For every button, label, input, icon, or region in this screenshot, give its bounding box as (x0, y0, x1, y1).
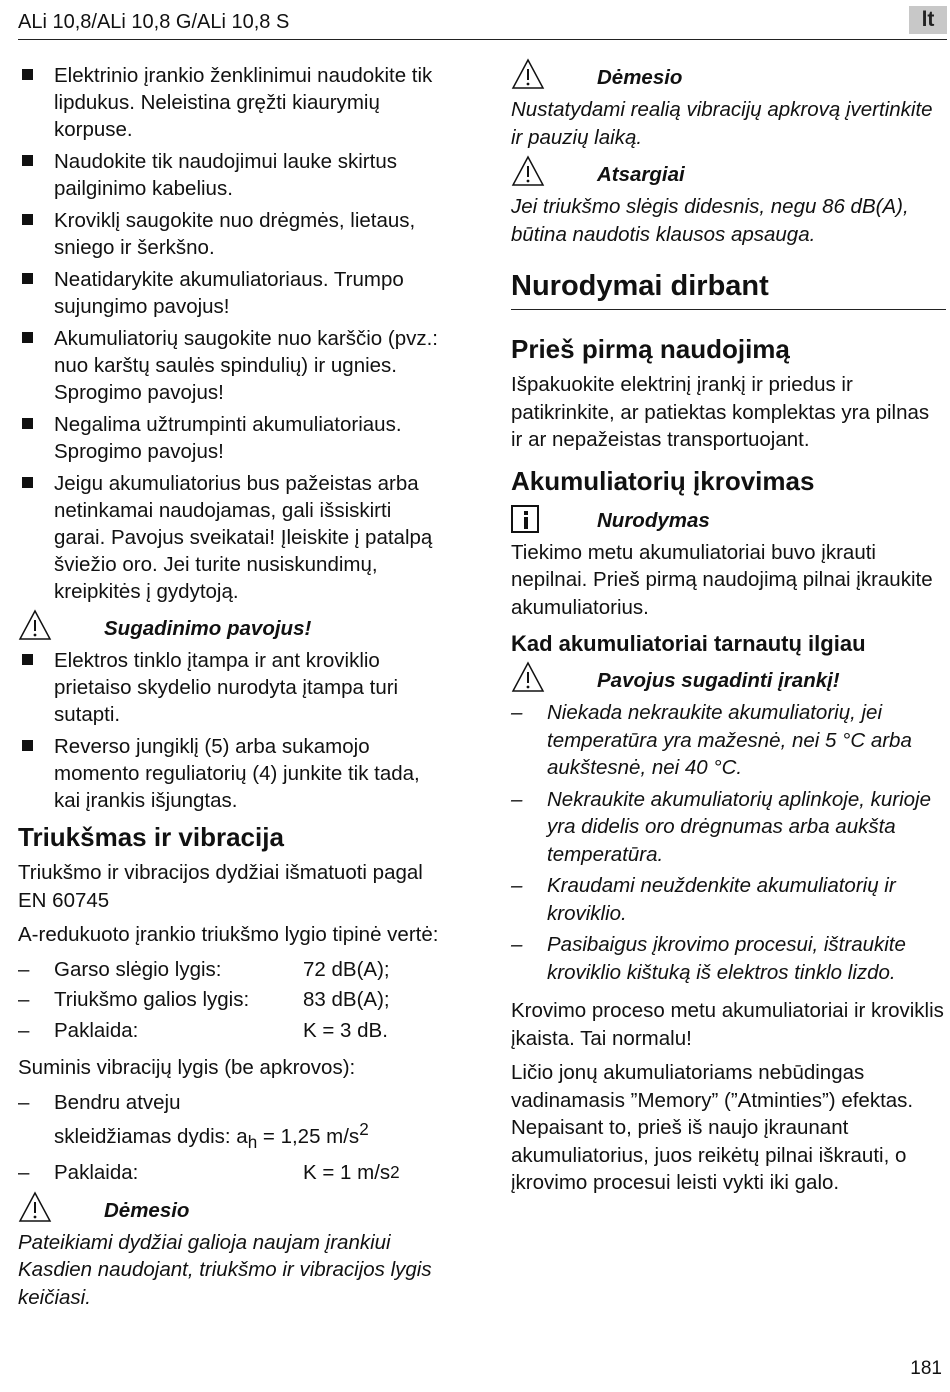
list-item (18, 411, 448, 465)
warning-title: Dėmesio (597, 66, 683, 89)
dash: – (511, 787, 523, 811)
list-item-text: Nekraukite akumuliatorių aplinkoje, kurioje yra didelis oro drėgnumas arba aukšta temperatūra. (547, 787, 931, 866)
list-item (18, 62, 448, 143)
dash: – (511, 701, 523, 724)
italic-note: Nustatydami realią vibracijų apkrovą įvertinkite ir pauzių laiką. (511, 98, 933, 149)
superscript: 2 (390, 1163, 400, 1183)
dash: – (511, 874, 523, 897)
list-item-text: Akumuliatorių saugokite nuo karščio (pvz.: nuo karštų saulės spindulių) ir ugnies. Sprogimo pavojus! (54, 327, 438, 404)
bullet-square-icon (22, 155, 33, 166)
warning-notice (511, 157, 946, 191)
info-title: Nurodymas (597, 508, 710, 532)
list-item-text: Elektros tinklo įtampa ir ant kroviklio prietaiso skydelio nurodyta įtampa turi sutapti. (54, 649, 399, 726)
list-item (18, 207, 448, 261)
superscript: 2 (359, 1120, 369, 1139)
dash: – (18, 1161, 30, 1185)
list-item (18, 325, 448, 406)
warning-title: Sugadinimo pavojus! (104, 617, 312, 640)
list-item-text: Niekada nekraukite akumuliatorių, jei temperatūra yra mažesnė, nei 5 °C arba aukštesnė, nei 40 °C. (547, 701, 912, 779)
spec-label: skleidžiamas dydis: a (54, 1124, 248, 1148)
list-item-text: Elektrinio įrankio ženklinimui naudokite tik lipdukus. Neleistina gręžti kiaurymių korpuse. (54, 64, 433, 141)
bullet-square-icon (22, 418, 33, 429)
warning-triangle-icon (511, 58, 545, 90)
header-rule (18, 39, 947, 40)
right-column (511, 60, 946, 1197)
spec-label: Bendru atveju (54, 1090, 181, 1114)
list-item (18, 148, 448, 202)
paragraph: Suminis vibracijų lygis (be apkrovos): (18, 1056, 356, 1079)
warning-notice (18, 1193, 448, 1227)
bullet-square-icon (22, 654, 33, 665)
list-item-text: Negalima užtrumpinti akumuliatoriaus. Sprogimo pavojus! (54, 413, 402, 463)
bullet-square-icon (22, 332, 33, 343)
section-heading: Prieš pirmą naudojimą (511, 334, 790, 364)
list-item (511, 786, 946, 869)
list-item-text: Naudokite tik naudojimui lauke skirtus pailginimo kabelius. (54, 150, 397, 200)
section-heading: Akumuliatorių įkrovimas (511, 465, 815, 496)
spec-value: 83 dB(A); (303, 988, 390, 1011)
spec-value: K = 1 m/s (303, 1161, 391, 1185)
spec-value: 72 dB(A); (303, 957, 390, 981)
paragraph: Ličio jonų akumuliatoriams nebūdingas vadinamasis ”Memory” (”Atminties”) efektas. Nepaisant to, prieš iš naujo įkraunant akumuliatorius, juos reikėtų pilnai iškrauti, o įkrovimo procesui leisti vykti iki galo. (511, 1061, 914, 1194)
list-item (18, 647, 448, 728)
list-item-text: Neatidarykite akumuliatoriaus. Trumpo sujungimo pavojus! (54, 268, 404, 318)
left-column (18, 62, 448, 1311)
spec-row (18, 1017, 448, 1045)
paragraph: Triukšmo ir vibracijos dydžiai išmatuoti pagal EN 60745 (18, 861, 423, 912)
paragraph: Tiekimo metu akumuliatoriai buvo įkrauti nepilnai. Prieš pirmą naudojimą pilnai įkraukite akumuliatorius. (511, 540, 933, 619)
list-item (18, 733, 448, 814)
list-item (18, 470, 448, 605)
bullet-square-icon (22, 740, 33, 751)
italic-note: Jei triukšmo slėgis didesnis, negu 86 dB(A), būtina naudotis klausos apsauga. (511, 195, 909, 246)
bullet-square-icon (22, 273, 33, 284)
document-title: ALi 10,8/ALi 10,8 G/ALi 10,8 S (18, 11, 290, 33)
warning-title: Pavojus sugadinti įrankį! (597, 669, 840, 692)
chapter-heading: Nurodymai dirbant (511, 270, 946, 310)
dash: – (18, 988, 30, 1011)
list-item-text: Kraudami neuždenkite akumuliatorių ir kroviklio. (547, 874, 896, 925)
list-item-text: Jeigu akumuliatorius bus pažeistas arba netinkamai naudojamas, gali išsiskirti garai. Pavojus sveikatai! Įleiskite į patalpą šviežio oro. Jei turite nusiskundimų, kreipkitės į gydytoją. (54, 472, 433, 603)
warning-triangle-icon (18, 609, 52, 641)
spec-row (18, 1159, 448, 1187)
bullet-square-icon (22, 69, 33, 80)
subscript: h (247, 1132, 258, 1152)
info-notice (511, 503, 946, 537)
dash: – (18, 1018, 30, 1042)
warning-notice (511, 663, 946, 697)
dash: – (18, 957, 30, 981)
list-item (511, 931, 946, 986)
warning-triangle-icon (18, 1191, 52, 1223)
paragraph: Išpakuokite elektrinį įrankį ir priedus ir patikrinkite, ar patiektas komplektas yra pilnas ir ar nepažeistas transportuojant. (511, 373, 930, 451)
warning-triangle-icon (511, 661, 545, 693)
spec-row (18, 986, 448, 1014)
warning-notice (511, 60, 946, 94)
list-item-text: Kroviklį saugokite nuo drėgmės, lietaus, sniego ir šerkšno. (54, 209, 416, 259)
list-item (511, 872, 946, 927)
paragraph: A-redukuoto įrankio triukšmo lygio tipinė vertė: (18, 923, 439, 946)
spec-label: Paklaida: (54, 1018, 139, 1042)
warning-notice (18, 611, 448, 645)
info-icon (511, 505, 539, 533)
list-item-text: Pasibaigus įkrovimo procesui, ištraukite kroviklio kištuką iš elektros tinklo lizdo. (547, 933, 906, 984)
spec-label: Paklaida: (54, 1161, 139, 1185)
bullet-square-icon (22, 477, 33, 488)
spec-value: K = 3 dB. (303, 1018, 388, 1042)
list-item (511, 699, 946, 782)
dash: – (511, 933, 523, 956)
spec-value: = 1,25 m/s (257, 1124, 360, 1148)
paragraph: Krovimo proceso metu akumuliatoriai ir kroviklis įkaista. Tai normalu! (511, 999, 944, 1050)
language-badge: lt (909, 6, 947, 34)
spec-label: Garso slėgio lygis: (54, 957, 222, 981)
spec-row (18, 1089, 448, 1157)
italic-note: Pateikiami dydžiai galioja naujam įrankiui Kasdien naudojant, triukšmo ir vibracijos lygis keičiasi. (18, 1230, 432, 1309)
warning-title: Dėmesio (104, 1198, 190, 1222)
subsection-heading: Kad akumuliatoriai tarnautų ilgiau (511, 631, 866, 656)
page-number: 181 (910, 1358, 942, 1379)
bullet-square-icon (22, 214, 33, 225)
list-item-text: Reverso jungiklį (5) arba sukamojo momento reguliatorių (4) junkite tik tada, kai įrankis išjungtas. (54, 735, 420, 812)
dash: – (18, 1090, 30, 1114)
spec-row (18, 956, 448, 984)
list-item (18, 266, 448, 320)
warning-triangle-icon (511, 155, 545, 187)
spec-label: Triukšmo galios lygis: (54, 988, 250, 1011)
section-heading: Triukšmas ir vibracija (18, 822, 284, 852)
warning-title: Atsargiai (597, 163, 685, 186)
